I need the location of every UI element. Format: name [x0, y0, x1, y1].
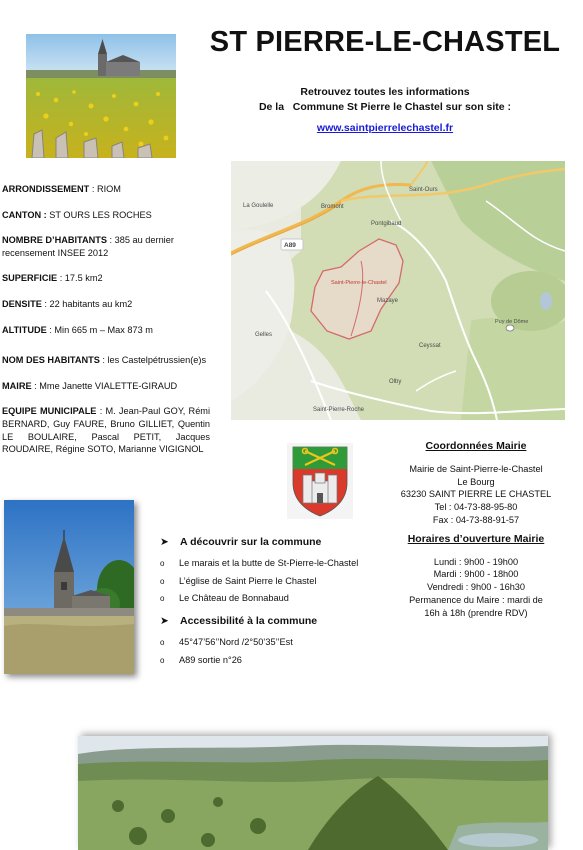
hours-line: Lundi : 9h00 - 19h00	[433, 556, 519, 567]
hours-line: Permanence du Maire : mardi de	[409, 594, 543, 605]
discover-heading: ➤ A découvrir sur la commune	[160, 536, 322, 548]
map-label-mazaye: Mazaye	[377, 298, 399, 304]
map-label-puy-de-dome: Puy de Dôme	[495, 319, 529, 325]
page-title: ST PIERRE-LE-CHASTEL	[209, 26, 561, 58]
hours-line: Mardi : 9h00 - 18h00	[433, 569, 519, 580]
list-item: o A89 sortie n°26	[160, 654, 242, 665]
access-list	[160, 636, 360, 667]
info-maire: MAIRE : Mme Janette VIALETTE-GIRAUD	[2, 380, 178, 391]
intro-text	[200, 85, 570, 136]
website-link[interactable]: www.saintpierrelechastel.fr	[316, 122, 454, 134]
phone: Tel : 04-73-88-95-80	[434, 502, 518, 513]
access-heading: ➤ Accessibilité à la commune	[160, 615, 318, 627]
info-arrondissement: ARRONDISSEMENT : RIOM	[2, 184, 121, 194]
info-equipe: EQUIPE MUNICIPALE : M. Jean-Paul GOY, Rémi BERNARD, Guy FAURE, Bruno GILLIET, Quentin LE BOULAIRE, Pascal PETIT, Jacques ROUDAIRE, Régine SOTO, Marianne VIGIGNOL	[2, 406, 210, 455]
hours-line: Vendredi : 9h00 - 16h30	[426, 582, 526, 593]
village-field-photo	[26, 34, 176, 158]
arrow-bullet-icon: ➤	[160, 615, 169, 627]
map-label-gelles: Gelles	[255, 332, 273, 338]
list-item: o L’église de Saint Pierre le Chastel	[160, 575, 317, 586]
mairie-info	[386, 440, 566, 620]
church-photo	[4, 500, 134, 674]
info-habitants: NOMBRE D’HABITANTS : 385 au dernier recensement INSEE 2012	[2, 235, 174, 258]
map-label-saint-pierre: Saint-Pierre-le-Chastel	[331, 280, 387, 286]
info-altitude: ALTITUDE : Min 665 m – Max 873 m	[2, 324, 153, 335]
mairie-address	[386, 463, 566, 527]
info-canton: CANTON : ST OURS LES ROCHES	[2, 209, 152, 220]
map-label-bromont: Bromont	[321, 204, 344, 210]
circle-bullet-icon: o	[160, 576, 165, 586]
hours-title: Horaires d’ouverture Mairie	[407, 532, 545, 545]
map-label-olby: Olby	[389, 379, 402, 385]
info-nom-habitants: NOM DES HABITANTS : les Castelpétrussien(e)s	[2, 355, 207, 366]
intro-line-1: Retrouvez toutes les informations	[300, 86, 470, 98]
commune-info	[2, 183, 210, 469]
address-line: 63230 SAINT PIERRE LE CHASTEL	[400, 489, 552, 500]
circle-bullet-icon: o	[160, 594, 165, 603]
fax: Fax : 04-73-88-91-57	[432, 514, 520, 525]
list-item: o Le marais et la butte de St-Pierre-le-Chastel	[160, 558, 359, 568]
info-densite: DENSITE : 22 habitants au km2	[2, 298, 133, 309]
map-label-ceyssat: Ceyssat	[419, 343, 441, 349]
list-item: o 45°47’56’’Nord /2°50’35’’Est	[160, 637, 293, 647]
map-label-la-goulelle: La Goulelle	[243, 203, 274, 209]
address-line: Mairie de Saint-Pierre-le-Chastel	[409, 463, 543, 474]
info-superficie: SUPERFICIE : 17.5 km2	[2, 273, 103, 284]
mairie-hours	[386, 556, 566, 620]
map-label-saint-pierre-roche: Saint-Pierre-Roche	[313, 407, 365, 413]
arrow-bullet-icon: ➤	[160, 536, 169, 548]
circle-bullet-icon: o	[160, 559, 165, 568]
coat-of-arms	[287, 443, 353, 519]
hours-line: 16h à 18h (prendre RDV)	[424, 607, 528, 618]
intro-line-2: De la Commune St Pierre le Chastel sur son site :	[258, 101, 512, 113]
address-line: Le Bourg	[457, 476, 495, 487]
commune-map[interactable]	[231, 161, 565, 420]
circle-bullet-icon: o	[160, 638, 165, 647]
discover-list	[160, 557, 360, 605]
landscape-photo	[78, 736, 548, 850]
list-item: o Le Château de Bonnabaud	[160, 593, 289, 603]
coord-title: Coordonnées Mairie	[425, 440, 527, 452]
circle-bullet-icon: o	[160, 655, 165, 665]
discover-section	[160, 536, 360, 677]
map-label-pontgibaud: Pontgibaud	[371, 221, 402, 227]
map-label-saint-ours: Saint-Ours	[409, 187, 438, 193]
map-label-a89: A89	[284, 242, 296, 249]
